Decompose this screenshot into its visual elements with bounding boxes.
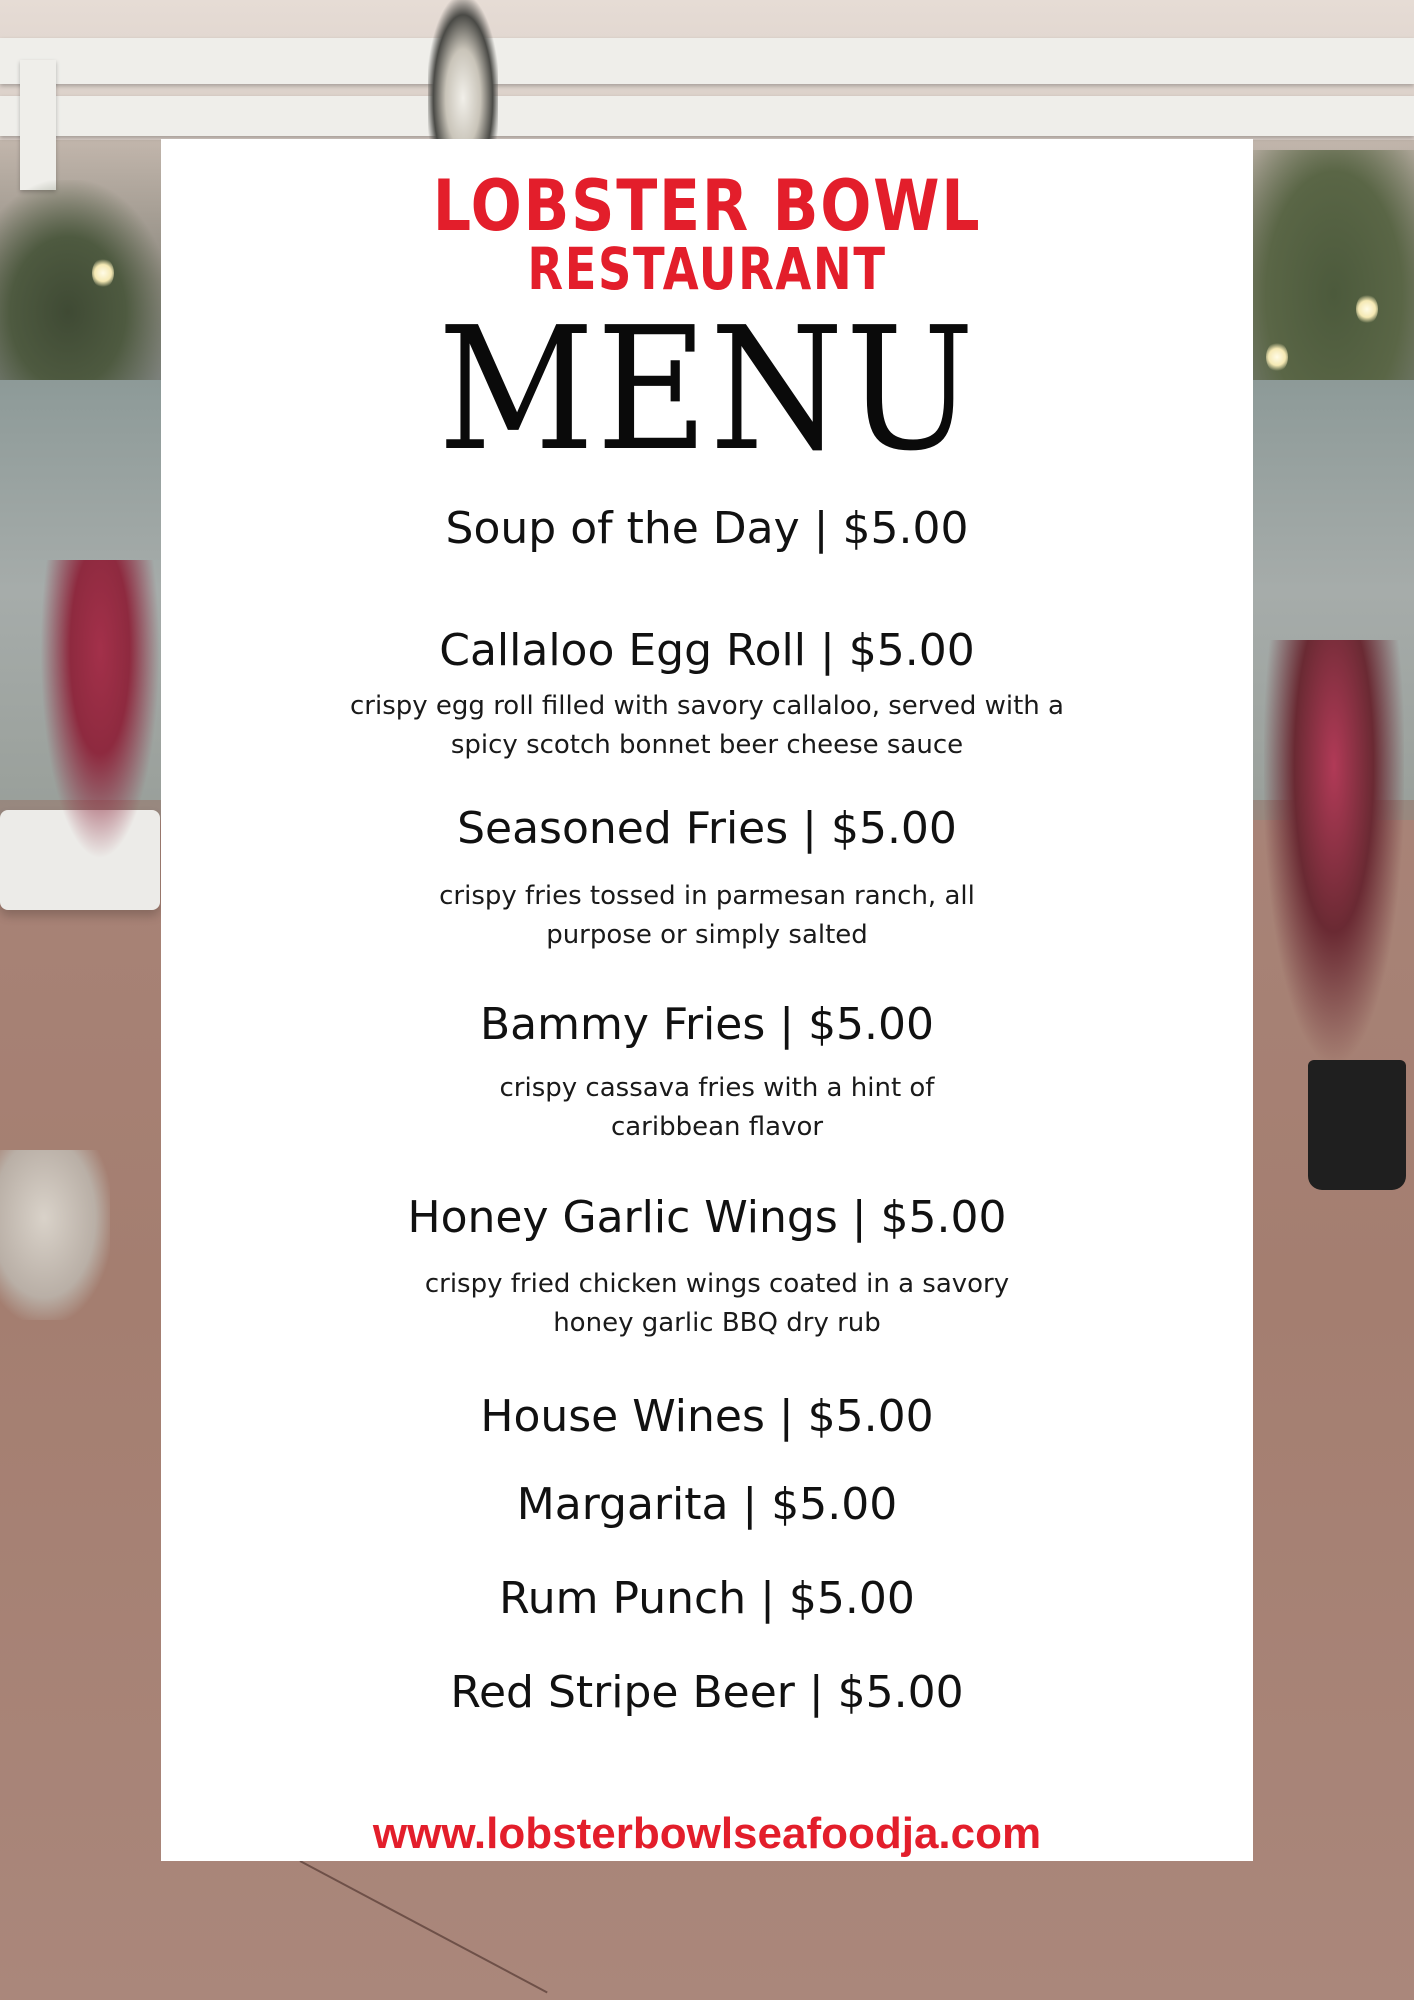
string-light-bulb bbox=[1266, 342, 1288, 372]
menu-item-title: Soup of the Day | $5.00 bbox=[445, 503, 969, 554]
pergola-beam-lower bbox=[0, 96, 1414, 136]
string-light-bulb bbox=[1356, 294, 1378, 324]
stone-urn bbox=[0, 1150, 110, 1320]
menu-item-title: Seasoned Fries | $5.00 bbox=[457, 803, 957, 854]
pergola-beam-top bbox=[0, 38, 1414, 84]
restaurant-subtitle: RESTAURANT bbox=[527, 235, 887, 303]
menu-item-title: Red Stripe Beer | $5.00 bbox=[450, 1667, 964, 1718]
menu-item-description: crispy fries tossed in parmesan ranch, all purpose or simply salted bbox=[439, 881, 975, 950]
menu-item-title: Rum Punch | $5.00 bbox=[499, 1573, 915, 1624]
string-light-bulb bbox=[92, 258, 114, 288]
menu-item-description: crispy egg roll filled with savory callaloo, served with a spicy scotch bonnet beer cheese sauce bbox=[350, 691, 1064, 760]
menu-title: MENU bbox=[437, 291, 977, 489]
website-link[interactable]: www.lobsterbowlseafoodja.com bbox=[372, 1809, 1042, 1858]
menu-item-title: Bammy Fries | $5.00 bbox=[479, 999, 935, 1050]
hanging-lamp bbox=[428, 0, 498, 140]
plant-pot bbox=[1308, 1060, 1406, 1190]
trees-left bbox=[0, 180, 170, 400]
menu-item-title: Honey Garlic Wings | $5.00 bbox=[407, 1192, 1007, 1243]
red-plant-right bbox=[1264, 640, 1404, 1060]
restaurant-name: LOBSTER BOWL bbox=[432, 165, 982, 247]
menu-card bbox=[161, 139, 1253, 1861]
pergola-post-left bbox=[20, 60, 56, 190]
menu-item-description: crispy fried chicken wings coated in a savory honey garlic BBQ dry rub bbox=[424, 1269, 1010, 1338]
menu-item-title: Callaloo Egg Roll | $5.00 bbox=[439, 625, 975, 676]
menu-item-title: Margarita | $5.00 bbox=[516, 1479, 898, 1530]
menu-item-description: crispy cassava fries with a hint of caribbean flavor bbox=[499, 1073, 935, 1142]
menu-item-title: House Wines | $5.00 bbox=[480, 1391, 934, 1442]
red-plant-left bbox=[40, 560, 160, 860]
